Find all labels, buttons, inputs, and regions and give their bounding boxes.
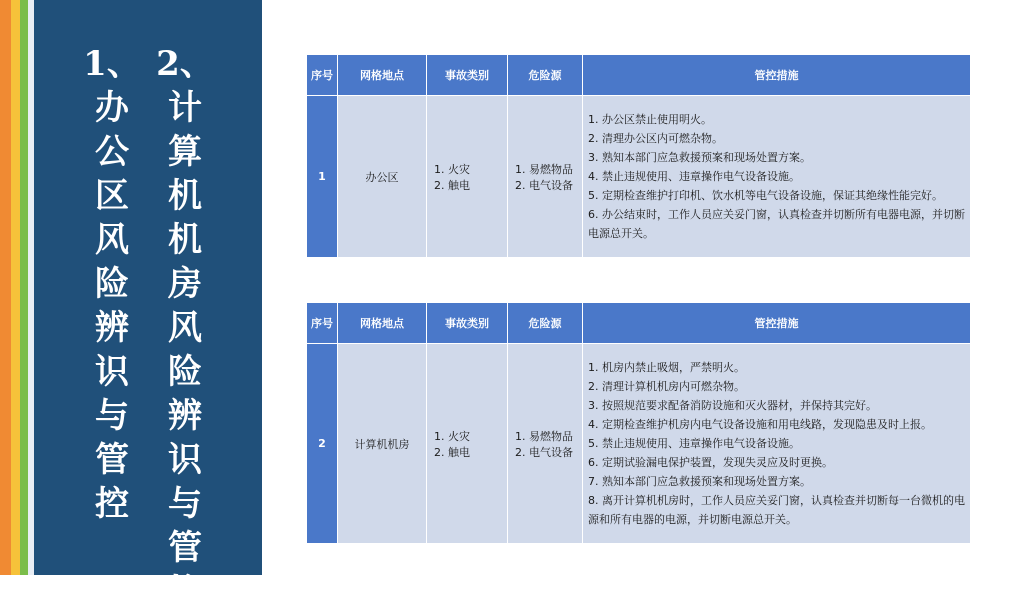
header-measures: 管控措施 bbox=[583, 55, 971, 96]
title-char: 公 bbox=[95, 132, 129, 172]
title-char: 识 bbox=[95, 352, 129, 392]
title-char: 识 bbox=[168, 440, 202, 480]
hazard-item: 2. 电气设备 bbox=[515, 178, 573, 192]
title-char: 管 bbox=[95, 440, 129, 480]
measure-item: 6. 办公结束时，工作人员应关妥门窗，认真检查并切断所有电器电源，并切断电源总开关。 bbox=[588, 208, 965, 240]
header-accident: 事故类别 bbox=[427, 303, 508, 344]
title-char: 办 bbox=[95, 88, 129, 128]
title-char: 险 bbox=[168, 352, 202, 392]
accident-item: 1. 火灾 bbox=[434, 162, 470, 176]
header-location: 网格地点 bbox=[338, 303, 427, 344]
title-char: 管 bbox=[168, 528, 202, 568]
table-header-row bbox=[307, 303, 971, 344]
measure-item: 3. 按照规范要求配备消防设施和灭火器材，并保持其完好。 bbox=[588, 399, 877, 412]
title-char: 2、 bbox=[156, 44, 214, 84]
risk-table-office bbox=[306, 54, 971, 258]
hazard-item: 2. 电气设备 bbox=[515, 445, 573, 459]
row-measures bbox=[583, 96, 971, 258]
row-accident bbox=[427, 96, 508, 258]
title-char: 风 bbox=[168, 308, 202, 348]
measure-item: 8. 离开计算机机房时，工作人员应关妥门窗，认真检查并切断每一台微机的电源和所有电器的电源，并切断电源总开关。 bbox=[588, 494, 965, 526]
measure-item: 6. 定期试验漏电保护装置，发现失灵应及时更换。 bbox=[588, 456, 833, 469]
stripe-yellow bbox=[11, 0, 20, 575]
title-office-risk bbox=[84, 42, 140, 526]
row-measures bbox=[583, 344, 971, 544]
measure-item: 7. 熟知本部门应急救援预案和现场处置方案。 bbox=[588, 475, 811, 488]
title-char: 1、 bbox=[83, 44, 141, 84]
table-row bbox=[307, 344, 971, 544]
row-index: 1 bbox=[307, 96, 338, 258]
hazard-item: 1. 易燃物品 bbox=[515, 429, 573, 443]
title-char: 辨 bbox=[95, 308, 129, 348]
measure-item: 3. 熟知本部门应急救援预案和现场处置方案。 bbox=[588, 151, 811, 164]
title-char: 区 bbox=[95, 176, 129, 216]
header-hazard: 危险源 bbox=[508, 55, 583, 96]
measure-item: 1. 办公区禁止使用明火。 bbox=[588, 113, 712, 126]
title-char: 机 bbox=[168, 176, 202, 216]
table-header-row bbox=[307, 55, 971, 96]
title-char: 险 bbox=[95, 264, 129, 304]
measure-item: 5. 禁止违规使用、违章操作电气设备设施。 bbox=[588, 437, 800, 450]
header-accident: 事故类别 bbox=[427, 55, 508, 96]
row-index: 2 bbox=[307, 344, 338, 544]
measure-item: 5. 定期检查维护打印机、饮水机等电气设备设施，保证其绝缘性能完好。 bbox=[588, 189, 943, 202]
row-location: 计算机机房 bbox=[338, 344, 427, 544]
hazard-item: 1. 易燃物品 bbox=[515, 162, 573, 176]
risk-table-computer-room bbox=[306, 302, 971, 544]
measure-item: 4. 定期检查维护机房内电气设备设施和用电线路，发现隐患及时上报。 bbox=[588, 418, 932, 431]
measure-item: 1. 机房内禁止吸烟，严禁明火。 bbox=[588, 361, 745, 374]
decorative-stripes bbox=[0, 0, 34, 575]
title-char: 算 bbox=[168, 132, 202, 172]
measure-item: 4. 禁止违规使用、违章操作电气设备设施。 bbox=[588, 170, 800, 183]
row-location: 办公区 bbox=[338, 96, 427, 258]
title-computer-room-risk bbox=[154, 42, 216, 614]
title-char: 风 bbox=[95, 220, 129, 260]
title-char: 控 bbox=[168, 572, 202, 612]
title-char: 辨 bbox=[168, 396, 202, 436]
sidebar-panel bbox=[34, 0, 262, 612]
header-index: 序号 bbox=[307, 55, 338, 96]
title-char: 与 bbox=[95, 396, 129, 436]
title-char: 计 bbox=[168, 88, 202, 128]
title-char: 机 bbox=[168, 220, 202, 260]
stripe-orange bbox=[0, 0, 11, 575]
title-char: 控 bbox=[95, 484, 129, 524]
row-hazard bbox=[508, 96, 583, 258]
header-location: 网格地点 bbox=[338, 55, 427, 96]
stripe-green bbox=[20, 0, 28, 575]
measure-item: 2. 清理办公区内可燃杂物。 bbox=[588, 132, 723, 145]
title-char: 与 bbox=[168, 484, 202, 524]
row-hazard bbox=[508, 344, 583, 544]
accident-item: 2. 触电 bbox=[434, 445, 470, 459]
accident-item: 2. 触电 bbox=[434, 178, 470, 192]
row-accident bbox=[427, 344, 508, 544]
table-row bbox=[307, 96, 971, 258]
header-measures: 管控措施 bbox=[583, 303, 971, 344]
measure-item: 2. 清理计算机机房内可燃杂物。 bbox=[588, 380, 745, 393]
accident-item: 1. 火灾 bbox=[434, 429, 470, 443]
header-index: 序号 bbox=[307, 303, 338, 344]
header-hazard: 危险源 bbox=[508, 303, 583, 344]
title-char: 房 bbox=[168, 264, 202, 304]
